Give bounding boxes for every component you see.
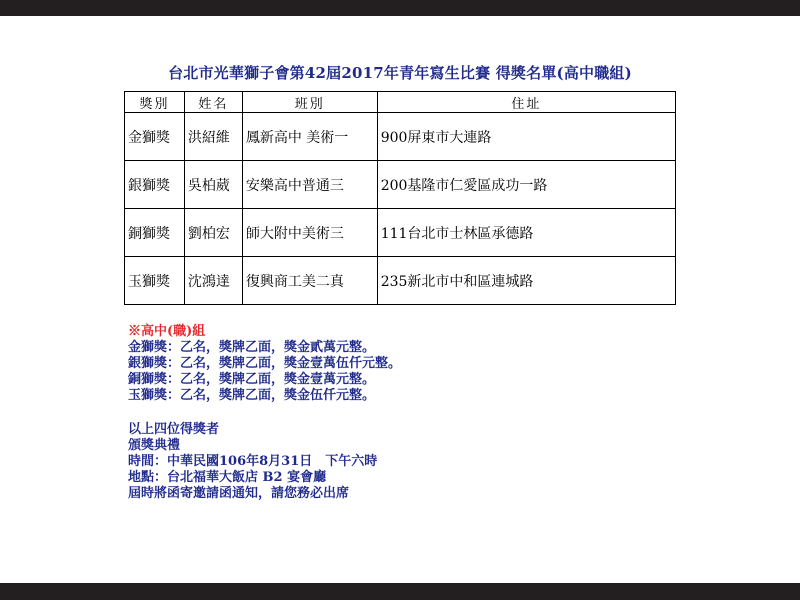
winners-table xyxy=(124,91,676,305)
ceremony-line-venue: 地點：台北福華大飯店 B2 宴會廳 xyxy=(128,470,327,485)
prize-line-silver: 銀獅獎：乙名，獎牌乙面，獎金壹萬伍仟元整。 xyxy=(128,356,402,371)
address-cell: 235新北市中和區連城路 xyxy=(377,257,675,305)
name-cell: 劉柏宏 xyxy=(184,209,242,257)
award-cell: 銀獅獎 xyxy=(125,161,185,209)
class-cell: 鳳新高中 美術一 xyxy=(242,113,377,161)
name-cell: 沈鴻達 xyxy=(184,257,242,305)
name-cell: 吳柏葳 xyxy=(184,161,242,209)
award-cell: 玉獅獎 xyxy=(125,257,185,305)
name-cell: 洪紹維 xyxy=(184,113,242,161)
table-row xyxy=(125,257,676,305)
address-cell: 111台北市士林區承德路 xyxy=(377,209,675,257)
prize-notes xyxy=(128,324,401,502)
address-cell: 200基隆市仁愛區成功一路 xyxy=(377,161,675,209)
table-row xyxy=(125,113,676,161)
class-cell: 師大附中美術三 xyxy=(242,209,377,257)
header-address: 住址 xyxy=(377,92,675,113)
table-row xyxy=(125,161,676,209)
table-header-row xyxy=(125,92,676,113)
ceremony-line-time: 時間：中華民國106年8月31日 下午六時 xyxy=(128,454,378,469)
header-name: 姓名 xyxy=(184,92,242,113)
prize-line-bronze: 銅獅獎：乙名，獎牌乙面，獎金壹萬元整。 xyxy=(128,372,376,387)
prize-line-gold: 金獅獎：乙名，獎牌乙面，獎金貳萬元整。 xyxy=(128,340,376,355)
prize-line-jade: 玉獅獎：乙名，獎牌乙面，獎金伍仟元整。 xyxy=(128,388,376,403)
top-border-bar xyxy=(0,0,800,16)
class-cell: 復興商工美二真 xyxy=(242,257,377,305)
ceremony-line-title: 頒獎典禮 xyxy=(128,438,181,453)
award-cell: 銅獅獎 xyxy=(125,209,185,257)
ceremony-line-invitation: 屆時將函寄邀請函通知，請您務必出席 xyxy=(128,486,350,501)
ceremony-line-winners: 以上四位得獎者 xyxy=(128,422,220,437)
class-cell: 安樂高中普通三 xyxy=(242,161,377,209)
header-class: 班別 xyxy=(242,92,377,113)
notes-heading: ※高中(職)組 xyxy=(128,324,206,339)
table-row xyxy=(125,209,676,257)
address-cell: 900屏東市大連路 xyxy=(377,113,675,161)
award-cell: 金獅獎 xyxy=(125,113,185,161)
page-title: 台北市光華獅子會第42屆2017年青年寫生比賽 得獎名單(高中職組) xyxy=(168,64,632,82)
bottom-border-bar xyxy=(0,583,800,600)
header-award: 獎別 xyxy=(125,92,185,113)
